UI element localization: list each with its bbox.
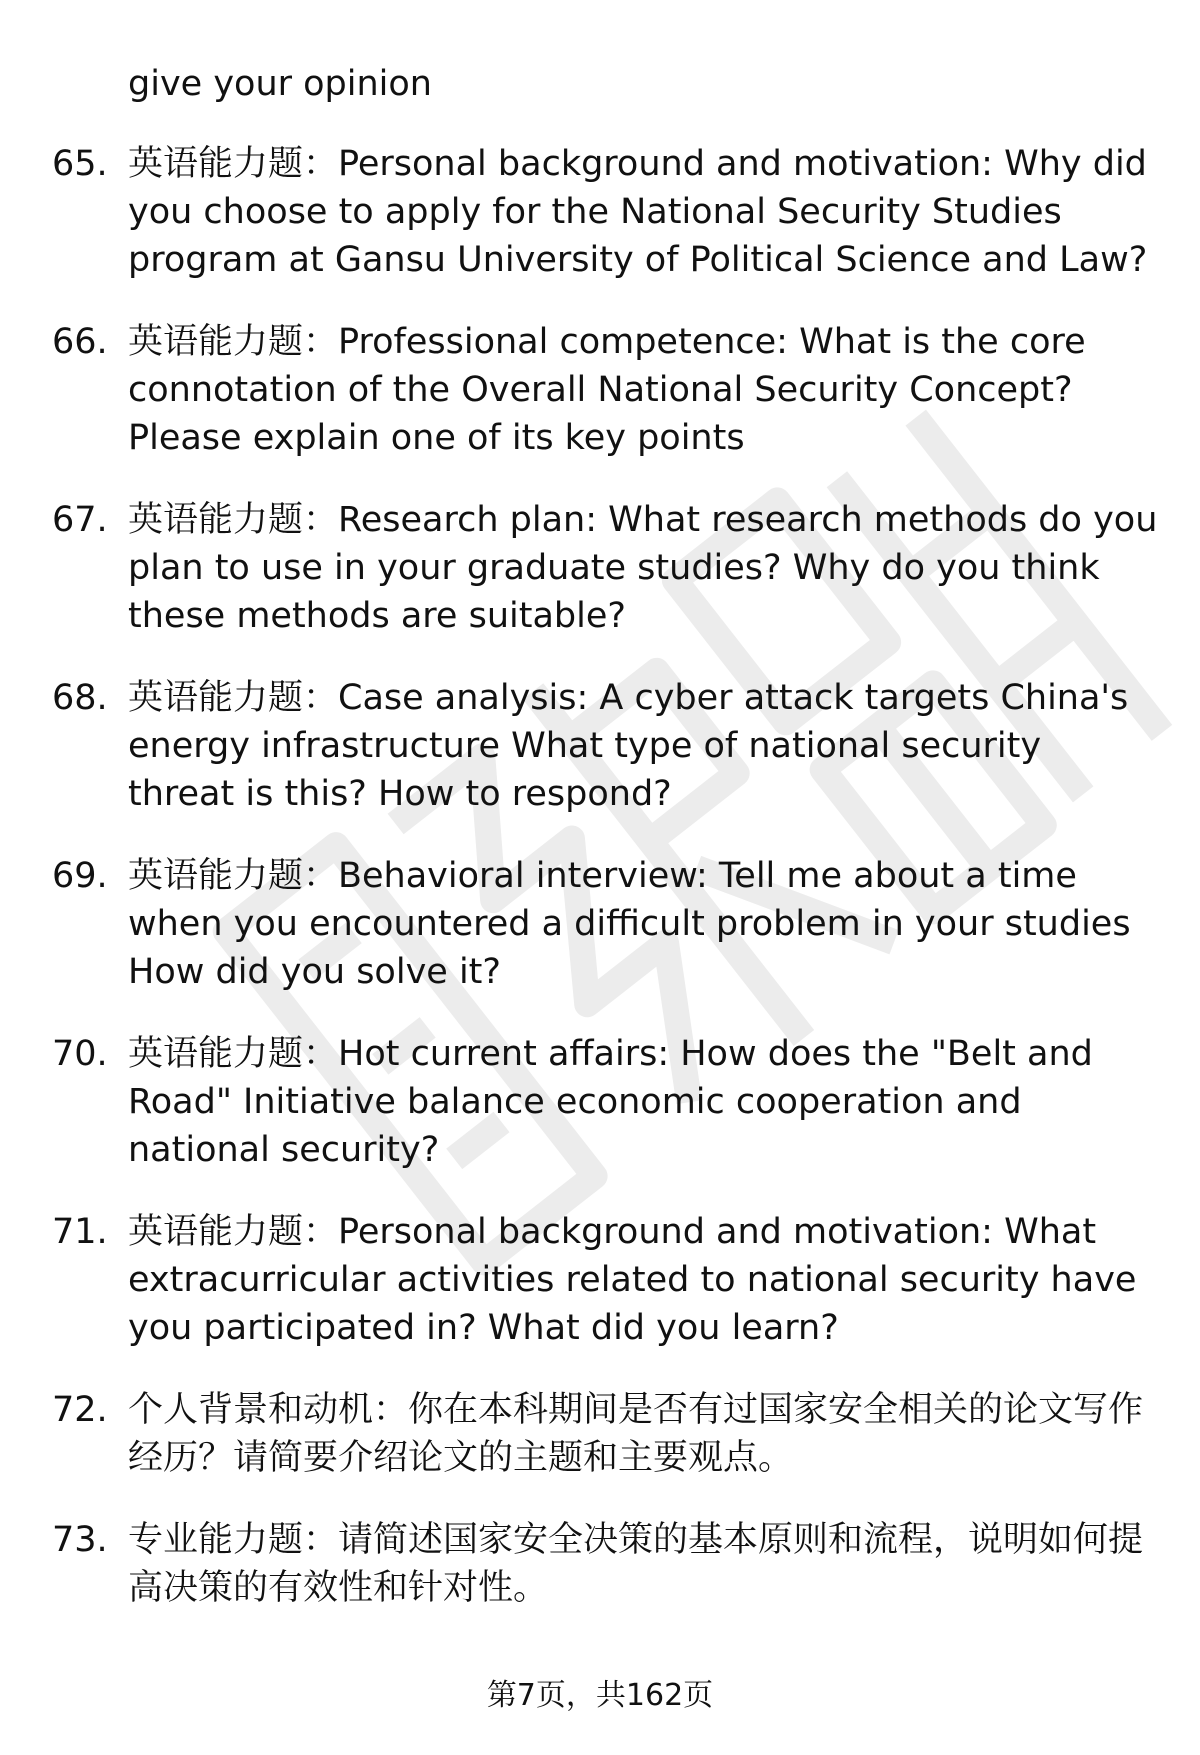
question-text: 专业能力题：请简述国家安全决策的基本原则和流程，说明如何提高决策的有效性和针对性。 [128,1520,1144,1608]
question-number: 65. [52,144,108,184]
question-item [0,496,1200,640]
question-text: 英语能力题：Professional competence: What is the core connotation of the Overall National Security Concept? Please explain one of its key points [128,322,1086,458]
question-text: 个人背景和动机：你在本科期间是否有过国家安全相关的论文写作经历？请简要介绍论文的主题和主要观点。 [128,1390,1144,1478]
question-number: 72. [52,1390,108,1430]
question-number: 73. [52,1520,108,1560]
question-item [0,1030,1200,1174]
question-text: 英语能力题：Personal background and motivation: Why did you choose to apply for the National Security Studies program at Gansu University of Political Science and Law? [128,144,1148,280]
question-text: 英语能力题：Hot current affairs: How does the "Belt and Road" Initiative balance economic cooperation and national security? [128,1034,1093,1170]
question-number: 71. [52,1212,108,1252]
question-text: 英语能力题：Research plan: What research methods do you plan to use in your graduate studies? Why do you think these methods are suitable? [128,500,1158,636]
question-item [0,852,1200,996]
question-item [0,674,1200,818]
question-item [0,1516,1200,1612]
page-footer: 第7页，共162页 [486,1678,714,1713]
question-list [0,140,1200,1646]
question-number: 67. [52,500,108,540]
question-number: 66. [52,322,108,362]
question-number: 70. [52,1034,108,1074]
question-item [0,1386,1200,1482]
question-text: 英语能力题：Personal background and motivation: What extracurricular activities related to national security have you participated in? What did you learn? [128,1212,1137,1348]
question-text: 英语能力题：Behavioral interview: Tell me about a time when you encountered a difficult problem in your studies How did you solve it? [128,856,1131,992]
question-text: 英语能力题：Case analysis: A cyber attack targets China's energy infrastructure What type of national security threat is this? How to respond? [128,678,1129,814]
question-number: 68. [52,678,108,718]
question-item [0,1208,1200,1352]
question-item [0,140,1200,284]
question-item [0,318,1200,462]
question-number: 69. [52,856,108,896]
continuation-text: give your opinion [128,64,432,104]
